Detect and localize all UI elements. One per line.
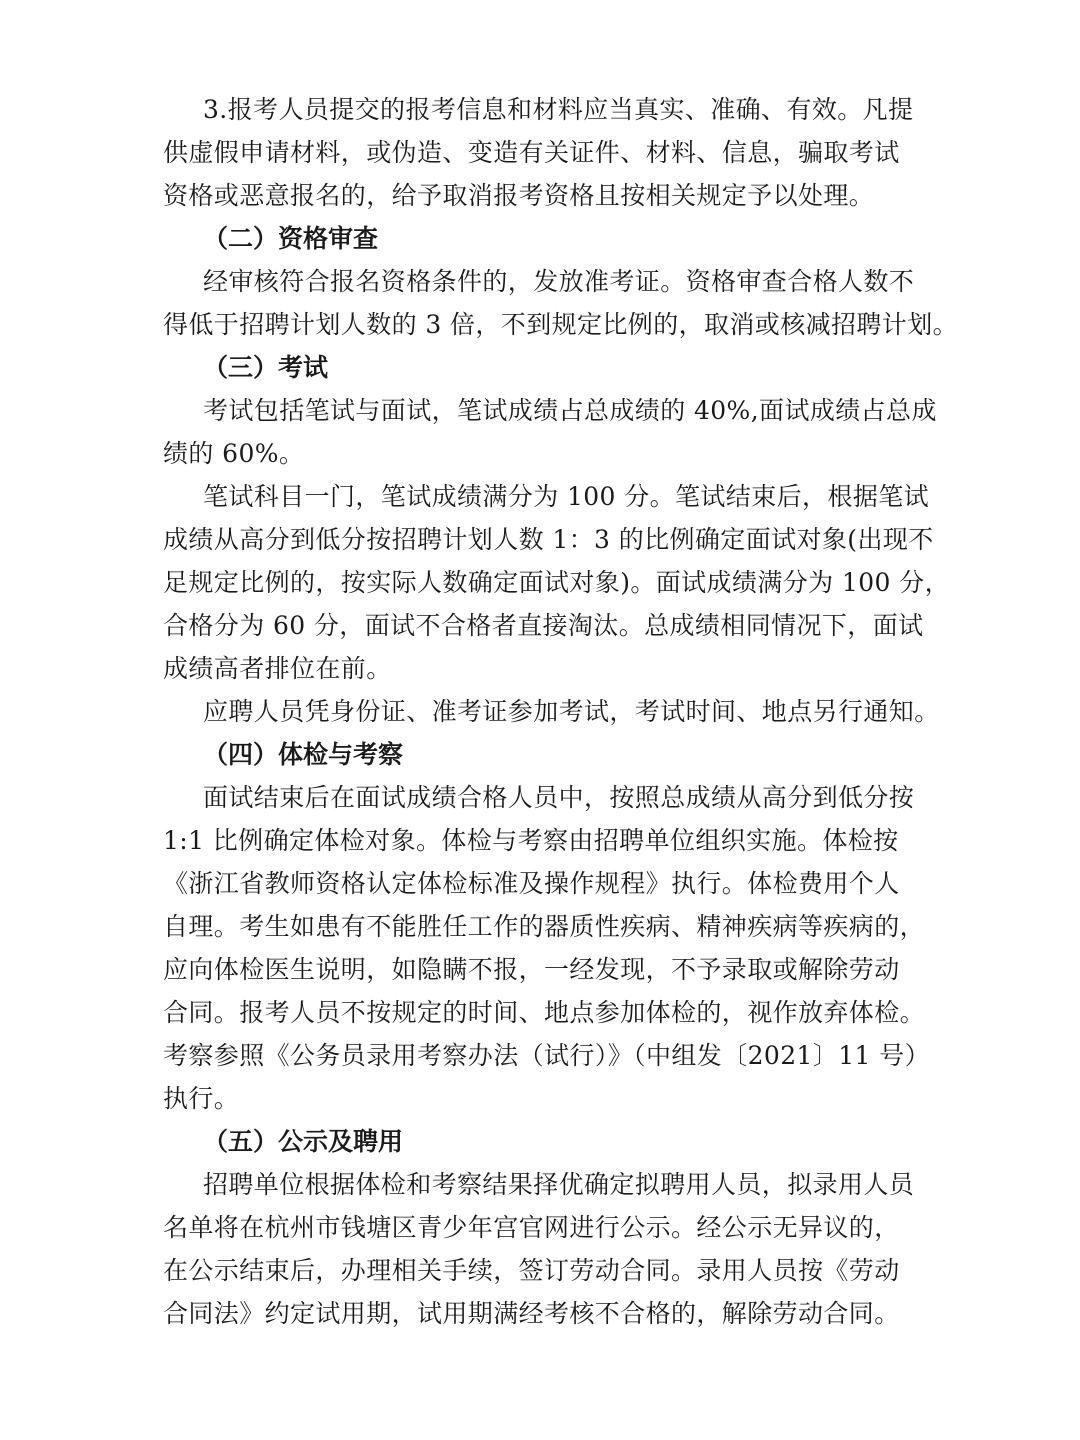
paragraph-line: 执行。 xyxy=(163,1084,240,1113)
paragraph-line: 笔试科目一门，笔试成绩满分为 100 分。笔试结束后，根据笔试 xyxy=(203,482,930,511)
paragraph-line: 成绩从高分到低分按招聘计划人数 1：3 的比例确定面试对象(出现不 xyxy=(163,525,934,554)
paragraph-line: 3.报考人员提交的报考信息和材料应当真实、准确、有效。凡提 xyxy=(203,95,914,124)
section-heading-physical: （四）体检与考察 xyxy=(203,740,404,769)
paragraph-line: 自理。考生如患有不能胜任工作的器质性疾病、精神疾病等疾病的， xyxy=(163,912,926,941)
paragraph-line: 绩的 60%。 xyxy=(163,439,305,468)
paragraph-line: 资格或恶意报名的，给予取消报考资格且按相关规定予以处理。 xyxy=(163,181,875,210)
paragraph-line: 《浙江省教师资格认定体检标准及操作规程》执行。体检费用个人 xyxy=(163,869,900,898)
section-heading-exam: （三）考试 xyxy=(203,353,329,382)
paragraph-line: 在公示结束后，办理相关手续，签订劳动合同。录用人员按《劳动 xyxy=(163,1256,900,1285)
paragraph-line: 考察参照《公务员录用考察办法（试行）》（中组发〔2021〕11 号） xyxy=(163,1041,930,1070)
paragraph-line: 合同法》约定试用期，试用期满经考核不合格的，解除劳动合同。 xyxy=(163,1299,900,1328)
section-heading-qualification: （二）资格审查 xyxy=(203,224,379,253)
paragraph-line: 供虚假申请材料，或伪造、变造有关证件、材料、信息，骗取考试 xyxy=(163,138,900,167)
paragraph-line: 面试结束后在面试成绩合格人员中，按照总成绩从高分到低分按 xyxy=(203,783,915,812)
paragraph-line: 成绩高者排位在前。 xyxy=(163,654,392,683)
paragraph-line: 应聘人员凭身份证、准考证参加考试，考试时间、地点另行通知。 xyxy=(203,697,940,726)
section-heading-publicity: （五）公示及聘用 xyxy=(203,1127,404,1156)
paragraph-line: 合同。报考人员不按规定的时间、地点参加体检的，视作放弃体检。 xyxy=(163,998,926,1027)
paragraph-line: 得低于招聘计划人数的 3 倍，不到规定比例的，取消或核减招聘计划。 xyxy=(163,310,959,339)
paragraph-line: 1:1 比例确定体检对象。体检与考察由招聘单位组织实施。体检按 xyxy=(163,826,899,855)
paragraph-line: 考试包括笔试与面试，笔试成绩占总成绩的 40%,面试成绩占总成 xyxy=(203,396,937,425)
paragraph-line: 足规定比例的，按实际人数确定面试对象)。面试成绩满分为 100 分， xyxy=(163,568,950,597)
paragraph-line: 名单将在杭州市钱塘区青少年宫官网进行公示。经公示无异议的， xyxy=(163,1213,900,1242)
paragraph-line: 应向体检医生说明，如隐瞒不报，一经发现，不予录取或解除劳动 xyxy=(163,955,900,984)
paragraph-line: 招聘单位根据体检和考察结果择优确定拟聘用人员，拟录用人员 xyxy=(203,1170,915,1199)
paragraph-line: 合格分为 60 分，面试不合格者直接淘汰。总成绩相同情况下，面试 xyxy=(163,611,924,640)
paragraph-line: 经审核符合报名资格条件的，发放准考证。资格审查合格人数不 xyxy=(203,267,915,296)
